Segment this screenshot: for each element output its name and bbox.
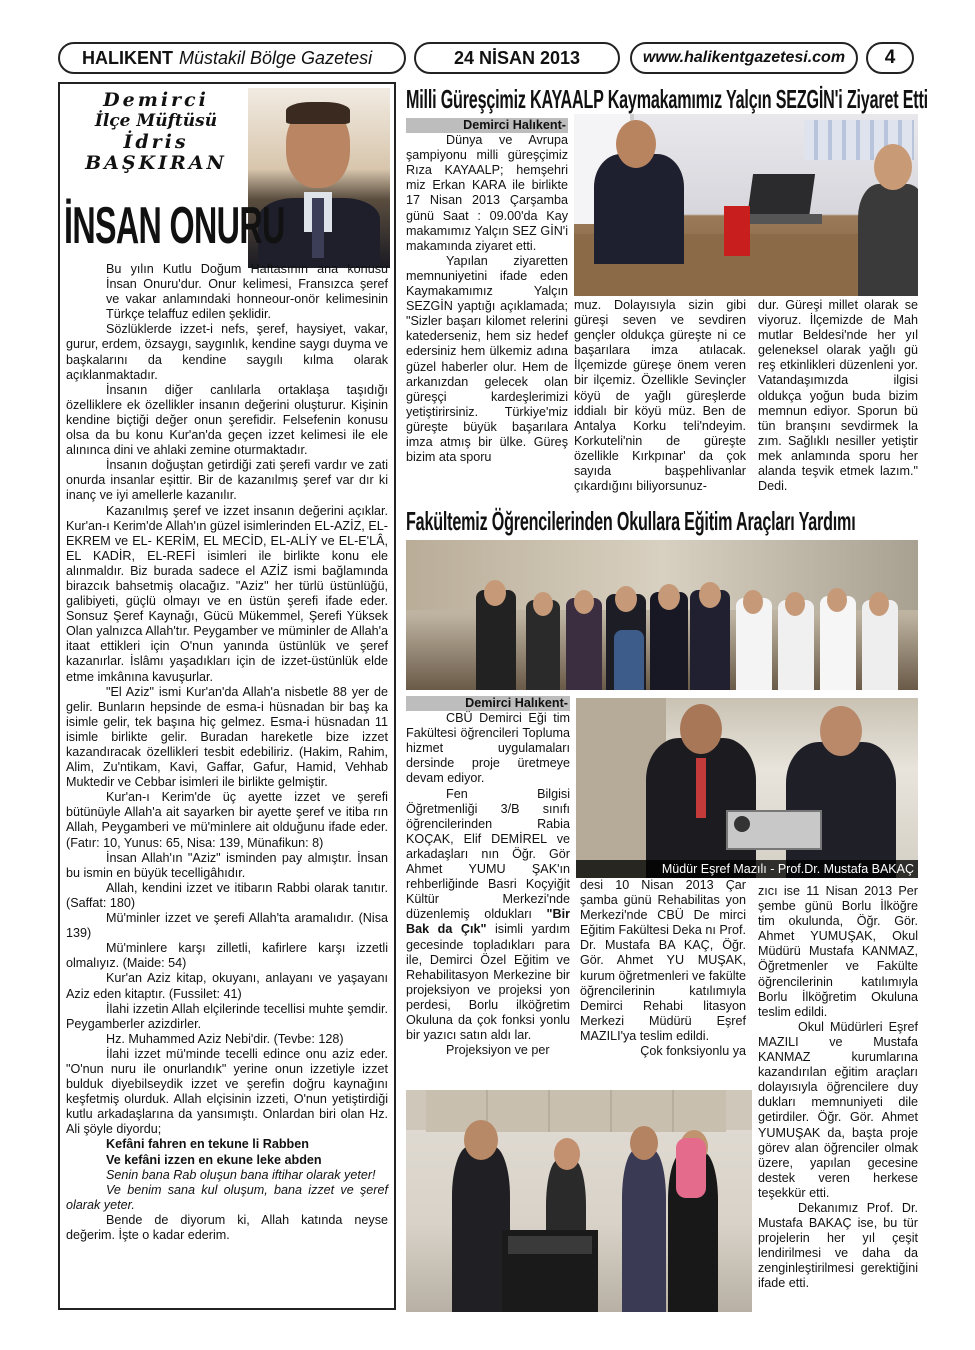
paragraph: CBÜ Demirci Eği tim Fakültesi öğrencileri Topluma hizmet uygulamaları dersinde proje üretmeye devam ediyor.	[406, 711, 570, 786]
left-article-box	[58, 82, 396, 1310]
paragraph: Hz. Muhammed Aziz Nebi'dir. (Tevbe: 128)	[106, 1031, 344, 1046]
paragraph: zıcı ise 11 Nisan 2013 Per şembe günü Borlu İlköğre tim okulunda, Öğr. Gör. Ahmet YUMUŞAK, Okul Müdürü Mustafa KANMAZ, Öğretmenler ve Fakülte öğrencilerinin katılımıyla Borlu İlköğretim Okuluna teslim edildi.	[758, 884, 918, 1019]
paragraph: desi 10 Nisan 2013 Çar şamba günü Rehabilitas yon Merkezi'nde CBÜ De mirci Eğitim Fakültesi Deka nı Prof. Dr. Mustafa BA KAÇ, Öğr. Gör. Ahmet YU MUŞAK, kurum öğretmenleri ve fakülte öğrencilerinin katılımıyla Demirci Rehabi litasyon Merkezi Müdürü Eşref MAZILI'ya teslim edildi.	[580, 878, 746, 1043]
website-pill[interactable]	[630, 42, 858, 74]
page-number: 4	[884, 47, 896, 68]
left-article-body	[66, 262, 388, 1243]
article1-col1	[406, 118, 568, 502]
paragraph: Bu yılın Kutlu Doğum Haftasının ana konusu İnsan Onuru'dur. Onur kelimesi, Fransızca şeref ve vakar anlamındaki honneour-onör kelimesinin Türkçe telaffuz edilen şeklidir.	[106, 262, 388, 322]
paragraph: Kur'an Aziz kitap, okuyanı, anlayanı ve yaşayanı Aziz eden kitaptır. (Fussilet: 41)	[66, 971, 388, 1001]
paragraph: Fen Bilgisi Öğretmenliği 3/B sınıfı öğrencilerinden Rabia KOÇAK, Elif DEMİREL ve arkadaşları nın Öğr. Gör Ahmet YUMU ŞAK'ın rehberliğinde Basri Koçyiğit Kültür Merkezi'nde düzenlemiş oldukları "Bir Bak da Çık" isimli yardım gecesinde topladıkları para ile, Demirci Özel Eğitim ve Rehabilitasyon Merkezine bir projeksiyon ve projeksi yon perdesi, Borlu ilköğretim Okuluna da çok fonksi yonlu bir yazıcı satın aldı lar.	[406, 786, 570, 1043]
website-link[interactable]: www.halikentgazetesi.com	[642, 49, 846, 66]
event-name: "Bir Bak da Çık"	[406, 907, 570, 937]
paper-name: HALIKENT	[82, 47, 173, 68]
translation-line: Ve benim sana kul oluşum, bana izzet ve şeref olarak yeter.	[66, 1182, 388, 1212]
paragraph: Dekanımız Prof. Dr. Mustafa BAKAÇ ise, bu tür projelerin her yıl çeşit lendirilmesi ve daha da zenginleştirilmesi gerektiğini ifade etti.	[758, 1200, 918, 1291]
award-photo-caption: Müdür Eşref Mazılı - Prof.Dr. Mustafa BAKAÇ	[576, 860, 918, 878]
byline-line: Demirci	[103, 89, 209, 111]
paragraph: "El Aziz" ismi Kur'an'da Allah'a nisbetle 88 yer de gelir. Bunların hepsinde de esma-i hüsnadan bir baş ka isimle gelir, tek başına hiç gelmez. Esma-i hüsnadan 11 isimle birlikte gelir. Buradan hareketle bize izzet kazandıracak özellikleri tesbit edebiliriz. (Hakim, Rahim, Alim, Zu'ntikam, Kavi, Gaffar, Gafur, Hamid, Vehhab Muktedir ve Cebbar isimleri ile birlikte gelmiştir.	[66, 684, 388, 790]
meeting-photo	[574, 114, 918, 296]
page-number-pill	[866, 42, 914, 74]
paragraph: Kur'an-ı Kerim'de üç ayette izzet ve şerefi bütünüyle Allah'a ait sayarken bir ayette şeref ve itiba rın Allah, Peygamberi ve mü'minlere ait olduğunu ifade eder. (Fatır: 10, Yunus: 65, Nisa: 139, Münafikun: 8)	[66, 790, 388, 850]
paragraph: İlahi izzetin Allah elçilerinde tecellisi muhte şemdir. Peygamberler azizdirler.	[66, 1001, 388, 1031]
closing-paragraph: Bende de diyorum ki, Allah katında neyse değerim. İşte o kadar ederim.	[66, 1212, 388, 1242]
paragraph: Mü'minlere karşı zilletli, kafirlere karşı izzetli olmalıyız. (Maide: 54)	[66, 941, 388, 971]
paragraph: İnsanın doğuştan getirdiği zati şerefi vardır ve zati onurda insanlar eşittir. Bir de kazanılmış şeref var dır ki inanç ve iyi amellerle kazanılır.	[66, 458, 388, 503]
paragraph: dur. Güreşi millet olarak se viyoruz. İlçemizde de Mah mutlar Beldesi'nde her yıl geleneksel olarak yağlı gü reş etkinlikleri düzenleni yor. Vatandaşımızda ilgisi oldukça yoğun buda bizim memnun ediyor. Sporun bü tün branşını sevdirmek la zım. Sağlıklı nesiller yetiştir mek anlamında sporu her alanda teşvik etmek lazım." Dedi.	[758, 298, 918, 494]
issue-date: 24 NİSAN 2013	[453, 47, 581, 68]
article2-title: Fakültemiz Öğrencilerinden Okullara Eğitim Araçları Yardımı	[406, 506, 856, 536]
article2-col2	[580, 878, 746, 1088]
paragraph: İnsanın diğer canlılarla ortaklaşa taşıdığı özelliklere ek özellikler insanın değerini oluşturur. Kişinin kendine biçtiği değer onun şerefidir. Felsefenin konusu olsa da bu konu Kur'an'da geçen izzet kelimesi ile ele alınınca dini ve ahlaki zemine oturmaktadır.	[66, 382, 388, 458]
paragraph: İnsan Allah'ın "Aziz" isminden pay almıştır. İnsan bu ismin en büyük tecelligâhıdır.	[66, 850, 388, 880]
paragraph: Projeksiyon ve per	[446, 1043, 550, 1058]
article2-kicker: Demirci Halıkent-	[406, 696, 570, 711]
paragraph: Sözlüklerde izzet-i nefs, şeref, haysiyet, vakar, gurur, erdem, özsaygı, saygınlık, kendine saygı duyma ve başkalarını da kendine saygılı kılma olarak açıklanmaktadır.	[66, 322, 388, 382]
article1-title: Milli Güreşçimiz KAYAALP Kaymakamımız Yalçın SEZGİN'i Ziyaret Etti	[406, 84, 928, 114]
paragraph: Yapılan ziyaretten memnuniyetini ifade eden Kaymakamımız Yalçın SEZGİN yaptığı açıklamada; "Sizler başarı kilomet relerini katederseniz, hem siz hedef edersiniz hem ülkemiz adına güzel haberler olur. Hem de arkanızdan gelecek olan güreşçi kardeşlerimizi yetiştirirsiniz. Türkiye'miz güreşte büyük başarılara imza atmış bir ülke. Güreş bizim ata sporu	[406, 253, 568, 465]
byline-line: İlçe Müftüsü	[94, 111, 218, 131]
article1-kicker: Demirci Halıkent-	[406, 118, 568, 133]
article2-col3	[758, 884, 918, 1314]
date-pill	[414, 42, 620, 74]
byline-line: BAŞKIRAN	[85, 152, 227, 174]
poem-line: Ve kefâni izzen en ekune leke abden	[106, 1152, 322, 1167]
article1-col2	[574, 298, 746, 502]
masthead-pill	[58, 42, 406, 74]
article1-col3	[758, 298, 918, 502]
paragraph: Okul Müdürleri Eşref MAZILI ve Mustafa KANMAZ kurumlarına kazandırılan eğitim araçları dolayısıyla öğrencilere duy dukları memnuniyeti dile getirdiler. Öğr. Gör. Ahmet YUMUŞAK da, başta proje görev alan öğrenciler olmak üzere, yapılan gecesine destek veren herkese teşekkür etti.	[758, 1019, 918, 1200]
award-photo	[576, 698, 918, 878]
paragraph: İlahi izzet mü'minde tecelli edince onu aziz eder. "O'nun nuru ile onurlandık" yerine onun izzetiyle izzet bulduk diyebilseydik izzet ve şerefin doğru kaynağını keşfetmiş olurduk. Allah elçisinin izzeti, O'nun yetiştirdiği kutlu arkadaşlarına da yansımıştı. Onlardan biri olan Hz. Ali şöyle diyordu;	[66, 1046, 388, 1137]
paper-subtitle: Müstakil Bölge Gazetesi	[179, 47, 373, 68]
paragraph: Mü'minler izzet ve şerefi Allah'ta aramalıdır. (Nisa 139)	[66, 911, 388, 941]
paragraph: Kazanılmış şeref ve izzet insanın değerini açıklar. Kur'an-ı Kerim'de Allah'ın güzel isimlerinden EL-AZİZ, EL-EKREM ve EL- KERİM, EL MECİD, EL-ALİY ve EL-E'LÂ, EL KADİR, EL-REFİ isimleri ile birlikte konu ele alınmaldır. Biz burada sadece el AZİZ ismi bağlamında birazcık bahsetmiş olacağız. "Aziz" her türlü üstünlüğü, galibiyeti, güçlü olmayı ve en üstün şerefi ifade eder. Sonsuz Şeref Kaynağı, Gücü Mükemmel, Şerefi Yüksek Olan yalnızca Allah'tır. Peygamber ve müminler de Allah'a itaat ettikleri için O'nun yanında üstünlük ve şeref kazanırlar. İslâmı yaşadıkları için de izzet-üstünlük elde etme imkânına kavuşurlar.	[66, 503, 388, 684]
paragraph: Çok fonksiyonlu ya	[640, 1044, 746, 1059]
author-byline	[66, 90, 246, 174]
poem-line: Kefâni fahren en tekune li Rabben	[106, 1137, 309, 1152]
printer-photo	[406, 1090, 752, 1312]
translation-line: Senin bana Rab oluşun bana iftihar olarak yeter!	[106, 1167, 376, 1182]
paragraph: Allah, kendini izzet ve itibarın Rabbi olarak tanıtır. (Saffat: 180)	[66, 880, 388, 910]
paragraph: Dünya ve Avrupa şampiyonu milli güreşçimiz Rıza KAYAALP; hemşehri miz Erkan KARA ile birlikte 17 Nisan 2013 Çarşamba günü Saat : 09.00'da Kay makamımız Yalçın SEZ GİN'i makamında ziyaret etti.	[406, 133, 568, 253]
group-photo	[406, 540, 918, 690]
article2-col1	[406, 696, 570, 1088]
byline-line: İdris	[123, 131, 189, 153]
paragraph: muz. Dolayısıyla sizin gibi güreşi seven ve sevdiren gençler oldukça güreşte ni ce başarılara imza atılacak. İlçemizde güreşe önem veren bir ilçemiz. Özellikle Sevinçler köyü de yağlı güreşlerde iddialı bir köyü müz. Ben de Antalya Korku teli'ndeyim. Korkuteli'nin de güreşte özellikle Kırkpınar' da çok sayıda başpehlivanlar çıkardığını biliyorsunuz-	[574, 298, 746, 494]
left-headline: İNSAN ONURU	[64, 197, 285, 255]
